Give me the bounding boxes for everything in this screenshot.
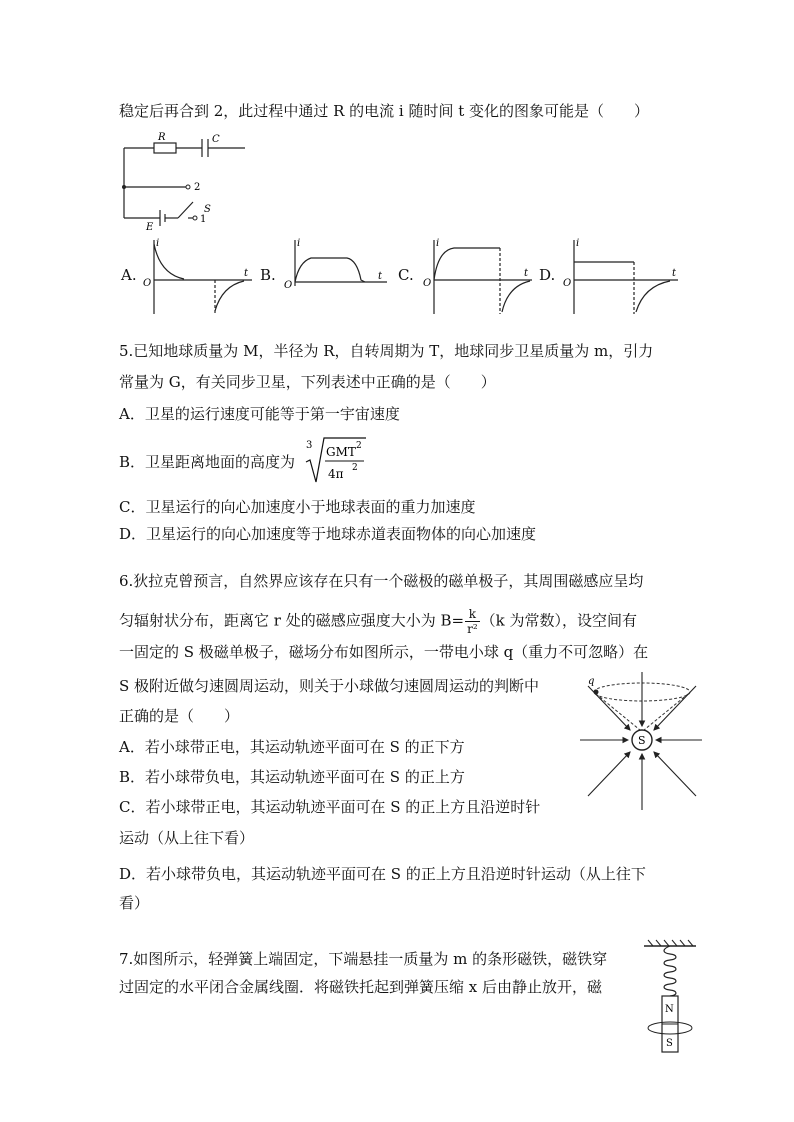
q5-option-b-text: B．卫星距离地面的高度为 bbox=[119, 453, 296, 471]
frac-num-exp: 2 bbox=[356, 441, 362, 451]
axis-o: O bbox=[284, 280, 293, 291]
q5-option-c: C．卫星运行的向心加速度小于地球表面的重力加速度 bbox=[119, 498, 476, 516]
q4-option-d-graph bbox=[560, 236, 684, 316]
q6-line-2-post: （k 为常数），设空间有 bbox=[480, 611, 637, 630]
q4-option-b-label: B. bbox=[260, 266, 276, 284]
q4-option-c-label: C. bbox=[398, 266, 414, 284]
q7-line-2: 过固定的水平闭合金属线圈．将磁铁托起到弹簧压缩 x 后由静止放开，磁 bbox=[119, 978, 602, 996]
circuit-label-c: C bbox=[212, 134, 220, 145]
q6-option-c-line-2: 运动（从上往下看） bbox=[119, 829, 255, 847]
q6-fraction bbox=[465, 607, 480, 636]
magnet-s-label: S bbox=[666, 1038, 673, 1049]
q5-option-d: D．卫星运行的向心加速度等于地球赤道表面物体的向心加速度 bbox=[119, 525, 537, 543]
root-index: 3 bbox=[306, 440, 313, 451]
q6-line-2 bbox=[119, 607, 637, 636]
axis-i: i bbox=[436, 238, 440, 249]
frac-den: 4π bbox=[328, 467, 344, 481]
q5-line-2: 常量为 G，有关同步卫星，下列表述中正确的是（ ） bbox=[119, 373, 496, 391]
q6-option-b: B．若小球带负电，其运动轨迹平面可在 S 的正上方 bbox=[119, 768, 465, 786]
q6-frac-num: k bbox=[465, 607, 480, 622]
fig-label-q: q bbox=[588, 676, 595, 687]
q5-option-a: A．卫星的运行速度可能等于第一宇宙速度 bbox=[119, 405, 400, 423]
axis-t: t bbox=[244, 268, 249, 279]
q6-line-2-pre: 匀辐射状分布，距离它 r 处的磁感应强度大小为 B= bbox=[119, 611, 465, 630]
q6-line-1: 6.狄拉克曾预言，自然界应该存在只有一个磁极的磁单极子，其周围磁感应呈均 bbox=[119, 572, 644, 590]
axis-i: i bbox=[156, 238, 160, 249]
circuit-label-1: 1 bbox=[200, 214, 207, 225]
axis-o: O bbox=[563, 278, 572, 289]
q5-radical-formula bbox=[302, 434, 368, 486]
q7-line-1: 7.如图所示，轻弹簧上端固定，下端悬挂一质量为 m 的条形磁铁，磁铁穿 bbox=[119, 950, 608, 968]
circuit-label-2: 2 bbox=[194, 182, 201, 193]
axis-t: t bbox=[672, 268, 677, 279]
fig-label-s: S bbox=[638, 734, 646, 747]
q6-frac-den: r² bbox=[467, 622, 478, 636]
magnet-n-label: N bbox=[665, 1004, 674, 1015]
axis-i: i bbox=[297, 238, 301, 249]
q4-option-a-label: A. bbox=[121, 266, 137, 284]
circuit-label-e: E bbox=[146, 222, 154, 230]
frac-num: GMT bbox=[326, 445, 356, 459]
axis-i: i bbox=[576, 238, 580, 249]
q6-option-c-line-1: C．若小球带正电，其运动轨迹平面可在 S 的正上方且沿逆时针 bbox=[119, 798, 541, 816]
q6-monopole-figure bbox=[578, 668, 704, 816]
q6-line-3: 一固定的 S 极磁单极子，磁场分布如图所示，一带电小球 q（重力不可忽略）在 bbox=[119, 643, 649, 661]
axis-t: t bbox=[378, 271, 383, 282]
q4-option-a-graph bbox=[140, 236, 258, 316]
axis-o: O bbox=[143, 278, 152, 289]
q6-line-4: S 极附近做匀速圆周运动，则关于小球做匀速圆周运动的判断中 bbox=[119, 677, 540, 695]
axis-t: t bbox=[524, 268, 529, 279]
circuit-label-r: R bbox=[158, 132, 166, 143]
circuit-label-s: S bbox=[204, 204, 211, 215]
q4-stem-tail: 稳定后再合到 2，此过程中通过 R 的电流 i 随时间 t 变化的图象可能是（ ） bbox=[119, 102, 650, 120]
q6-option-d-line-1: D．若小球带负电，其运动轨迹平面可在 S 的正上方且沿逆时针运动（从上往下 bbox=[119, 865, 646, 883]
q4-option-b-graph bbox=[281, 236, 393, 316]
q4-option-c-graph bbox=[420, 236, 538, 316]
q5-option-b bbox=[119, 452, 295, 472]
q6-option-d-line-2: 看） bbox=[119, 894, 150, 912]
q4-option-d-label: D. bbox=[539, 266, 556, 284]
q5-line-1: 5.已知地球质量为 M，半径为 R，自转周期为 T，地球同步卫星质量为 m，引力 bbox=[119, 342, 654, 360]
axis-o: O bbox=[423, 278, 432, 289]
q6-line-5: 正确的是（ ） bbox=[119, 707, 240, 725]
q6-option-a: A．若小球带正电，其运动轨迹平面可在 S 的正下方 bbox=[119, 738, 465, 756]
q7-spring-magnet-figure bbox=[640, 938, 700, 1056]
q4-circuit-diagram bbox=[118, 130, 248, 230]
frac-den-exp: 2 bbox=[352, 463, 358, 473]
